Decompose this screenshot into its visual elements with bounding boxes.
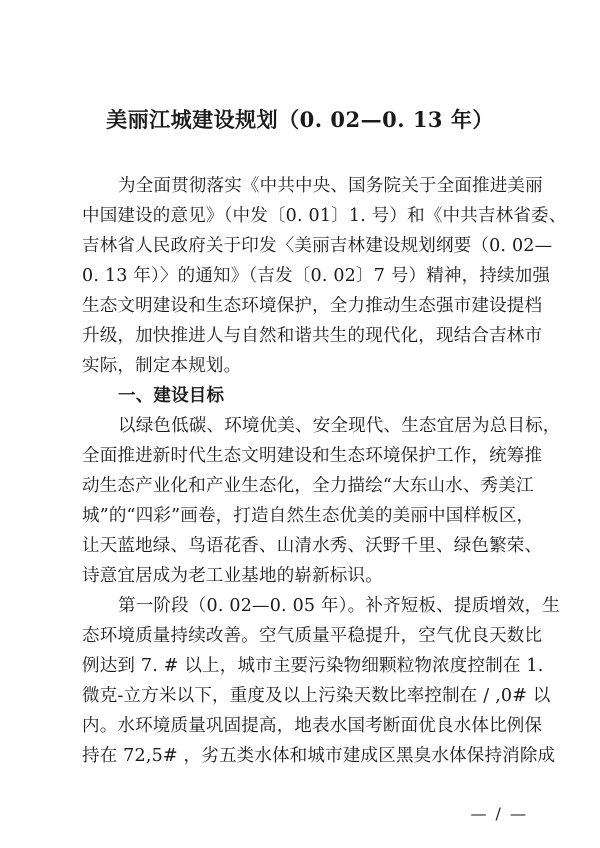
section-heading: 一、建设目标 bbox=[118, 386, 225, 406]
paragraph-line: 态环境质量持续改善。空气质量平稳提升，空气优良天数比 bbox=[82, 626, 543, 646]
paragraph-line: 以绿色低碳、环境优美、安全现代、生态宜居为总目标， bbox=[118, 416, 561, 436]
paragraph-line: 全面推进新时代生态文明建设和生态环境保护工作，统筹推 bbox=[82, 446, 543, 466]
paragraph-line: 内。水环境质量巩固提高，地表水国考断面优良水体比例保 bbox=[82, 716, 543, 736]
paragraph-line: 中国建设的意见》（中发〔0. 01〕1. 号）和《中共吉林省委、 bbox=[82, 206, 567, 226]
paragraph-line: 第一阶段（0. 02—0. 05 年）。补齐短板、提质增效，生 bbox=[118, 596, 561, 616]
paragraph-line: 为全面贯彻落实《中共中央、国务院关于全面推进美丽 bbox=[118, 176, 543, 196]
paragraph-line: 0. 13 年）〉的通知》（吉发〔0. 02〕7 号）精神，持续加强 bbox=[82, 266, 551, 286]
paragraph-line: 诗意宜居成为老工业基地的崭新标识。 bbox=[82, 566, 383, 586]
page-title: 美丽江城建设规划（0. 02—0. 13 年） bbox=[106, 107, 494, 132]
paragraph-line: 微克-立方米以下，重度及以上污染天数比率控制在 / ,0# 以 bbox=[82, 686, 551, 706]
paragraph-line: 实际，制定本规划。 bbox=[82, 356, 242, 376]
paragraph-line: 让天蓝地绿、鸟语花香、山清水秀、沃野千里、绿色繁荣、 bbox=[82, 536, 543, 556]
paragraph-line: 持在 72,5# ，劣五类水体和城市建成区黑臭水体保持消除成 bbox=[82, 746, 556, 766]
paragraph-line: 城”的“四彩”画卷，打造自然生态优美的美丽中国样板区， bbox=[82, 506, 535, 526]
paragraph-line: 例达到 7. # 以上，城市主要污染物细颗粒物浓度控制在 1. bbox=[82, 656, 544, 676]
page-number: — / — bbox=[470, 804, 528, 823]
paragraph-line: 升级，加快推进人与自然和谐共生的现代化，现结合吉林市 bbox=[82, 326, 543, 346]
paragraph-line: 动生态产业化和产业生态化，全力描绘“大东山水、秀美江 bbox=[82, 476, 534, 496]
paragraph-line: 生态文明建设和生态环境保护，全力推动生态强市建设提档 bbox=[82, 296, 543, 316]
paragraph-line: 吉林省人民政府关于印发〈美丽吉林建设规划纲要（0. 02— bbox=[82, 236, 553, 256]
